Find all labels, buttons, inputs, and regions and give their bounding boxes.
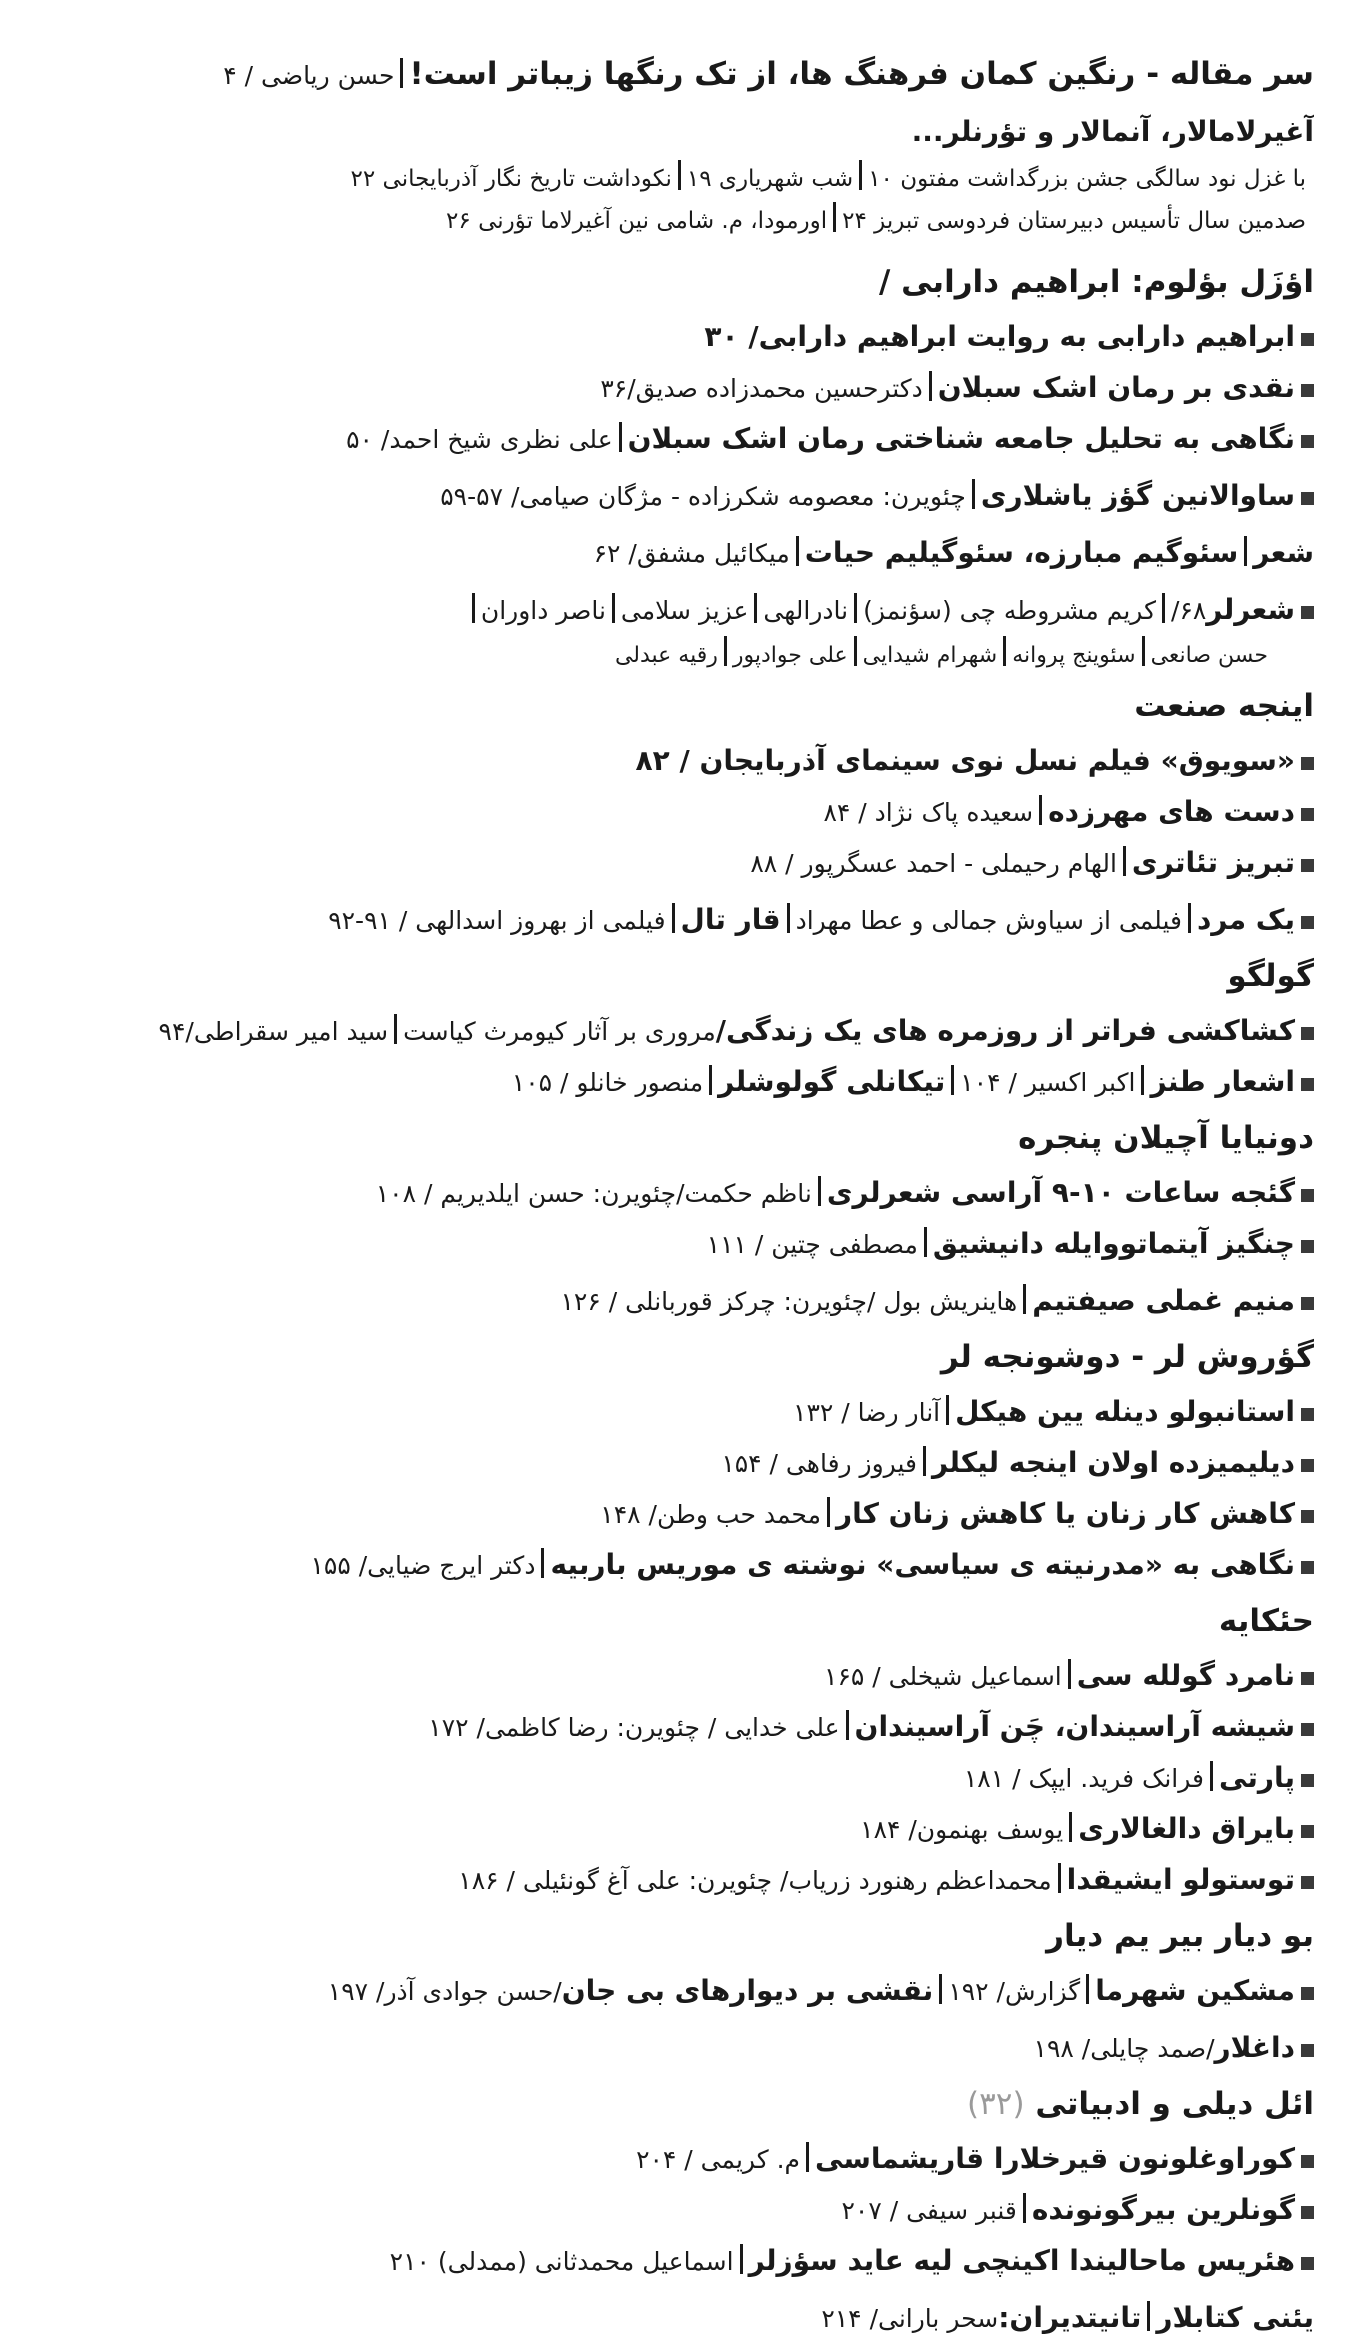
entry-meta-2: سید امیر سقراطی/۹۴ [158, 1017, 389, 1046]
lead-item[interactable]: نکوداشت تاریخ نگار آذربایجانی ۲۲ [350, 166, 672, 192]
entry-title: نقدی بر رمان اشک سبلان [937, 371, 1295, 404]
separator [709, 1065, 712, 1095]
separator [612, 593, 615, 623]
bullet-icon [1301, 2257, 1314, 2270]
separator [740, 2244, 743, 2274]
separator [1141, 1065, 1144, 1095]
entry-meta: اسماعیل شیخلی / ۱۶۵ [824, 1662, 1062, 1691]
lead-item[interactable]: اورمودا، م. شامی نین آغیرلاما تؤرنی ۲۶ [446, 208, 828, 234]
toc-entry[interactable] [40, 528, 1314, 579]
bullet-icon [1301, 1723, 1314, 1736]
entry-title-2: قار تال [680, 903, 781, 936]
poet-name: عزیز سلامی [620, 596, 749, 625]
separator [827, 1497, 830, 1527]
poet-name: حسن صانعی [1150, 643, 1268, 668]
separator [1068, 1659, 1071, 1689]
entry-title-2: سئوگیم مبارزه، سئوگیلیم حیات [804, 536, 1239, 569]
poet-name: رقیه عبدلی [614, 643, 718, 668]
editorial-meta: حسن ریاضی / ۴ [223, 61, 395, 90]
section-heading: اینجه صنعت [1134, 688, 1314, 724]
section-heading: اؤزَل بؤلوم: ابراهیم دارابی / [878, 264, 1314, 300]
entry-meta: سحر بارانی/ ۲۱۴ [821, 2304, 999, 2333]
bullet-icon [1301, 2155, 1314, 2168]
bullet-icon [1301, 435, 1314, 448]
entry-title: ساوالانین گؤز یاشلاری [980, 479, 1295, 512]
toc-entry[interactable] [40, 1276, 1314, 1327]
toc-entry[interactable] [40, 1753, 1314, 1804]
entry-meta: دکترحسین محمدزاده صدیق/۳۶ [600, 374, 923, 403]
bullet-icon [1301, 1240, 1314, 1253]
toc-entry[interactable] [40, 787, 1314, 838]
poet-name: کریم مشروطه چی (سؤنمز) [863, 596, 1156, 625]
separator [929, 371, 932, 401]
entry-title: توستولو ایشیقدا [1066, 1863, 1295, 1896]
bullet-icon [1301, 1408, 1314, 1421]
bullet-icon [1301, 1774, 1314, 1787]
section-heading: گؤروش لر - دوشونجه لر [940, 1339, 1314, 1375]
entry-title: گونلرین بیرگونونده [1031, 2193, 1295, 2226]
entry-meta: یوسف بهنمون/ ۱۸۴ [860, 1815, 1064, 1844]
separator [806, 2142, 809, 2172]
toc-entry[interactable] [40, 895, 1314, 946]
entry-title: نامرد گولله سی [1076, 1659, 1295, 1692]
entry-meta: محمداعظم رهنورد زریاب/ چئویرن: علی آغ گونئیلی / ۱۸۶ [458, 1866, 1052, 1895]
separator [1023, 2193, 1026, 2223]
entry-meta: اکبر اکسیر / ۱۰۴ [960, 1068, 1136, 1097]
bullet-icon [1301, 808, 1314, 821]
separator [1039, 795, 1042, 825]
entry-title: کوراوغلونون قیرخلارا قاریشماسی [815, 2142, 1295, 2175]
toc-entry[interactable] [40, 2236, 1314, 2287]
entry-title: شعر [1253, 536, 1314, 569]
separator [923, 1446, 926, 1476]
section-heading-count: (۳۲) [967, 2086, 1025, 2122]
toc-entry[interactable] [40, 1387, 1314, 1438]
section-heading [40, 2074, 1314, 2134]
entry-title: شیشه آراسیندان، چَن آراسیندان [854, 1710, 1295, 1743]
poet-name: شهرام شیدایی [862, 643, 998, 668]
separator [1142, 636, 1145, 666]
entry-meta: مروری بر آثار کیومرث کیاست [403, 1017, 716, 1046]
entry-meta: دکتر ایرج ضیایی/ ۱۵۵ [310, 1551, 536, 1580]
section-heading: گولگو [1227, 958, 1314, 994]
poems-line-2 [40, 636, 1314, 676]
entry-meta: مصطفی چتین / ۱۱۱ [706, 1230, 918, 1259]
bullet-icon [1301, 1510, 1314, 1523]
separator [1244, 536, 1247, 566]
separator [1069, 1812, 1072, 1842]
separator [619, 422, 622, 452]
bullet-icon [1301, 1189, 1314, 1202]
bullet-icon [1301, 1987, 1314, 2000]
bullet-icon [1301, 757, 1314, 770]
entry-meta: ناظم حکمت/چئویرن: حسن ایلدیریم / ۱۰۸ [375, 1179, 812, 1208]
separator [1147, 2301, 1150, 2331]
separator [672, 903, 675, 933]
entry-title: چنگیز آیتماتووایله دانیشیق [932, 1227, 1295, 1260]
separator [678, 160, 681, 190]
bullet-icon [1301, 2206, 1314, 2219]
toc-entry[interactable] [40, 1651, 1314, 1702]
bullet-icon [1301, 859, 1314, 872]
entry-title: داغلار [1214, 2031, 1295, 2064]
separator [854, 636, 857, 666]
entry-meta: چئویرن: معصومه شکرزاده - مژگان صیامی/ ۵۷-۵۹ [440, 482, 966, 511]
separator [1123, 846, 1126, 876]
entry-title-2: تیکانلی گولوشلر [718, 1065, 946, 1098]
toc-entry[interactable] [40, 471, 1314, 522]
lead-line-2 [40, 200, 1314, 242]
entry-title: شعرلر [1206, 593, 1295, 626]
separator [541, 1548, 544, 1578]
toc-entry[interactable] [40, 1168, 1314, 1219]
entry-title: بایراق دالغالاری [1078, 1812, 1295, 1845]
separator [859, 160, 862, 190]
entry-title: اشعار طنز [1150, 1065, 1295, 1098]
entry-title-2: تانیتدیران: [998, 2301, 1142, 2334]
bullet-icon [1301, 1297, 1314, 1310]
entry-meta: /صمد چایلی/ ۱۹۸ [1033, 2034, 1215, 2063]
entry-meta: علی خدایی / چئویرن: رضا کاظمی/ ۱۷۲ [428, 1713, 840, 1742]
separator [946, 1395, 949, 1425]
entry-meta: اسماعیل محمدثانی (ممدلی) ۲۱۰ [389, 2247, 734, 2276]
entry-meta: م. کریمی / ۲۰۴ [636, 2145, 800, 2174]
entry-title: نگاهی به «مدرنیته ی سیاسی» نوشته ی موریس باربیه [550, 1548, 1295, 1581]
entry-meta: گزارش/ ۱۹۲ [948, 1977, 1081, 2006]
section-heading: حئکایه [1218, 1603, 1314, 1639]
bullet-icon [1301, 1825, 1314, 1838]
entry-title: دست های مهرزده [1048, 795, 1295, 828]
separator [394, 1014, 397, 1044]
entry-title: ابراهیم دارابی به روایت ابراهیم دارابی/ ۳۰ [704, 320, 1295, 353]
entry-meta: فیروز رفاهی / ۱۵۴ [721, 1449, 917, 1478]
lead-title[interactable]: آغیرلامالار، آنمالار و تؤرنلر... [911, 115, 1314, 148]
section-heading: دونیایا آچیلان پنجره [1018, 1120, 1314, 1156]
lead-item[interactable]: صدمین سال تأسیس دبیرستان فردوسی تبریز ۲۴ [842, 208, 1306, 234]
toc-entry[interactable] [40, 1540, 1314, 1591]
entry-meta: آنار رضا / ۱۳۲ [793, 1398, 941, 1427]
separator [939, 1974, 942, 2004]
bullet-icon [1301, 333, 1314, 346]
separator [951, 1065, 954, 1095]
poet-name: علی جوادپور [732, 643, 848, 668]
entry-meta: فرانک فرید. ایپک / ۱۸۱ [963, 1764, 1204, 1793]
toc-entry[interactable] [40, 1057, 1314, 1108]
bullet-icon [1301, 1459, 1314, 1472]
entry-title: دیلیمیزده اولان اینجه لیکلر [931, 1446, 1295, 1479]
entry-title-2: نقشی بر دیوارهای بی جان [561, 1974, 934, 2007]
bullet-icon [1301, 384, 1314, 397]
lead-line-1 [40, 158, 1314, 200]
entry-meta: علی نظری شیخ احمد/ ۵۰ [346, 425, 613, 454]
toc-entry[interactable] [40, 363, 1314, 414]
toc-entry[interactable] [40, 838, 1314, 889]
toc-entry[interactable] [40, 1006, 1314, 1057]
bullet-icon [1301, 916, 1314, 929]
separator [924, 1227, 927, 1257]
toc-entry[interactable] [40, 1438, 1314, 1489]
toc-entry[interactable] [40, 2023, 1314, 2074]
separator [1188, 903, 1191, 933]
entry-meta: ۶۸/ [1171, 596, 1207, 625]
separator [833, 202, 836, 232]
bullet-icon [1301, 1078, 1314, 1091]
bullet-icon [1301, 1876, 1314, 1889]
entry-title: پارتی [1219, 1761, 1295, 1794]
entry-meta: میکائیل مشفق/ ۶۲ [593, 539, 790, 568]
lead-item[interactable]: شب شهریاری ۱۹ [686, 166, 854, 192]
bullet-icon [1301, 606, 1314, 619]
entry-title: استانبولو دینله یین هیکل [955, 1395, 1295, 1428]
separator [1003, 636, 1006, 666]
toc-entry[interactable] [40, 2134, 1314, 2185]
entry-meta-2: /حسن جوادی آذر/ ۱۹۷ [327, 1977, 562, 2006]
toc-entry[interactable] [40, 1804, 1314, 1855]
section-heading: بو دیار بیر یم دیار [1046, 1918, 1314, 1954]
separator [787, 903, 790, 933]
bullet-icon [1301, 2044, 1314, 2057]
bullet-icon [1301, 492, 1314, 505]
separator [1210, 1761, 1213, 1791]
entry-title: یک مرد [1196, 903, 1295, 936]
separator [400, 58, 403, 88]
section-heading-text: ائل دیلی و ادبیاتی [1035, 2086, 1314, 2122]
separator [1058, 1863, 1061, 1893]
entry-meta-2: منصور خانلو / ۱۰۵ [511, 1068, 704, 1097]
entry-title: هئریس ماحالیندا اکینچی لیه عاید سؤزلر [748, 2244, 1295, 2277]
lead-item[interactable]: با غزل نود سالگی جشن بزرگداشت مفتون ۱۰ [868, 166, 1306, 192]
toc-entry[interactable] [40, 414, 1314, 465]
toc-entry[interactable] [40, 1702, 1314, 1753]
entry-title: مشکین شهرما [1095, 1974, 1295, 2007]
bullet-icon [1301, 1027, 1314, 1040]
poet-name: نادرالهی [763, 596, 849, 625]
poems-line-1[interactable] [40, 585, 1314, 636]
entry-title: «سویوق» فیلم نسل نوی سینمای آذربایجان / ۸۲ [635, 744, 1295, 777]
toc-entry[interactable] [40, 736, 1314, 787]
separator [1086, 1974, 1089, 2004]
entry-meta: قنبر سیفی / ۲۰۷ [841, 2196, 1017, 2225]
entry-title: منیم غملی صیفتیم [1032, 1284, 1295, 1317]
toc-entry[interactable] [40, 312, 1314, 363]
separator [1162, 593, 1165, 623]
poet-name: سئوینج پروانه [1012, 643, 1136, 668]
entry-title: کاهش کار زنان یا کاهش زنان کار [835, 1497, 1295, 1530]
entry-meta: الهام رحیملی - احمد عسگرپور / ۸۸ [750, 849, 1117, 878]
poet-name: ناصر داوران [480, 596, 606, 625]
toc-entry[interactable] [40, 2185, 1314, 2236]
entry-title: کشاکشی فراتر از روزمره های یک زندگی/ [715, 1014, 1295, 1047]
entry-title: گئجه ساعات ۱۰-۹ آراسی شعرلری [826, 1176, 1295, 1209]
separator [846, 1710, 849, 1740]
entry-title: نگاهی به تحلیل جامعه شناختی رمان اشک سبلان [627, 422, 1295, 455]
entry-meta: سعیده پاک نژاد / ۸۴ [823, 798, 1034, 827]
editorial-title[interactable]: سر مقاله - رنگین کمان فرهنگ ها، از تک رنگها زیباتر است! [409, 56, 1314, 92]
toc-entry[interactable] [40, 1219, 1314, 1270]
toc-entry[interactable] [40, 1489, 1314, 1540]
editorial-line [40, 44, 1314, 106]
toc-entry[interactable] [40, 1855, 1314, 1906]
entry-meta: فیلمی از سیاوش جمالی و عطا مهراد [795, 906, 1182, 935]
separator [472, 593, 475, 623]
entry-meta: محمد حب وطن/ ۱۴۸ [600, 1500, 821, 1529]
toc-entry[interactable] [40, 2293, 1314, 2344]
separator [854, 593, 857, 623]
entry-title: یئنی کتابلار [1156, 2301, 1314, 2334]
separator [1023, 1284, 1026, 1314]
separator [972, 479, 975, 509]
separator [724, 636, 727, 666]
separator [754, 593, 757, 623]
entry-meta-2: فیلمی از بهروز اسدالهی / ۹۱-۹۲ [328, 906, 666, 935]
toc-entry[interactable] [40, 1966, 1314, 2017]
bullet-icon [1301, 1672, 1314, 1685]
entry-title: تبریز تئاتری [1131, 846, 1295, 879]
entry-meta: هاینریش بول /چئویرن: چرکز قوربانلی / ۱۲۶ [560, 1287, 1018, 1316]
separator [796, 536, 799, 566]
separator [818, 1176, 821, 1206]
bullet-icon [1301, 1561, 1314, 1574]
